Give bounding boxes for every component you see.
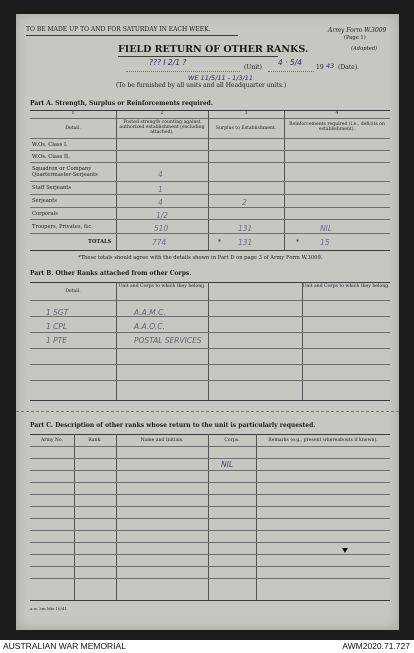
part-c-head-army-no: Army No. <box>40 438 64 443</box>
row-label-wo-class-2: W.Os. Class II. <box>32 154 70 160</box>
part-b-detail-1: 1 SGT <box>46 308 69 317</box>
part-c-row-rule <box>30 482 390 483</box>
part-b-head-detail: Detail. <box>65 289 81 294</box>
row-rule <box>30 194 390 195</box>
part-c-bottom-rule <box>30 600 390 601</box>
part-b-row-rule <box>30 332 390 333</box>
row-label-cqms: Squadron or Company Quartermaster-Serjeants <box>32 166 98 178</box>
totals-label: TOTALS <box>88 239 112 245</box>
date-year-handwritten: 43 <box>326 62 335 70</box>
part-a-head-reinforcements: Reinforcements required (i.e., deficits on establishment). <box>289 122 385 133</box>
part-b-row-rule <box>30 348 390 349</box>
part-a-head-posted: Posted strength counting against authorized establishment (excluding attached). <box>119 120 205 136</box>
part-c-row-rule <box>30 566 390 567</box>
privates-reinforcement-value: NIL <box>320 224 333 233</box>
part-c-row-rule <box>30 530 390 531</box>
serjeants-posted-value: 4 <box>158 198 163 207</box>
part-b-vline-1 <box>116 282 117 400</box>
form-status: (Adopted) <box>351 46 378 52</box>
part-c-header-rule <box>30 446 390 447</box>
form-print-code: a.w. 3m Mis 10/41 <box>30 606 67 611</box>
part-a-colnum-3: 3 <box>244 111 248 116</box>
row-label-privates: Troopers, Privates, &c. <box>32 224 93 230</box>
unit-dotted-line <box>126 71 240 72</box>
part-c-head-rank: Rank. <box>88 438 102 443</box>
archive-footer <box>0 640 414 653</box>
row-rule <box>30 207 390 208</box>
part-c-head-name: Name and Initials. <box>140 438 184 443</box>
form-sheet <box>16 14 399 630</box>
row-label-corporals: Corporals <box>32 211 58 217</box>
top-note-underline <box>26 35 238 36</box>
part-a-colnum-1: 1 <box>71 111 75 116</box>
part-b-vline-2 <box>208 282 209 400</box>
row-rule <box>30 150 390 151</box>
part-a-note: *These totals should agree with the details shown in Part D on page 3 of Army Form W.3009. <box>78 255 323 261</box>
privates-posted-value: 510 <box>154 224 169 233</box>
part-c-row-rule <box>30 542 390 543</box>
part-b-row-rule <box>30 364 390 365</box>
perforation-line <box>16 411 399 412</box>
footer-institution: AUSTRALIAN WAR MEMORIAL <box>3 641 126 651</box>
part-b-title: Part B. Other Ranks attached from other Corps. <box>30 270 192 277</box>
part-b-row-rule <box>30 380 390 381</box>
instruction-text: (To be furnished by all units and all Headquarter units.) <box>116 82 287 89</box>
part-a-head-detail: Detail. <box>65 126 81 131</box>
row-rule <box>30 162 390 163</box>
date-entry-handwritten: 4 · 5/4 <box>278 58 302 67</box>
part-c-head-corps: Corps. <box>224 438 240 443</box>
date-dotted-line <box>268 71 314 72</box>
part-c-corps-value: NIL <box>221 460 234 469</box>
total-reinforcement-marker: * <box>296 239 299 246</box>
part-b-top-rule <box>30 282 390 283</box>
part-c-row-rule <box>30 554 390 555</box>
unit-subline-handwritten: WE 11/5/11 - 1/3/11 <box>188 74 254 82</box>
part-b-row-rule <box>30 316 390 317</box>
footer-accession-number: AWM2020.71.727 <box>342 641 410 651</box>
part-c-row-rule <box>30 494 390 495</box>
total-surplus-marker: * <box>218 239 221 246</box>
part-c-row-rule <box>30 578 390 579</box>
form-title: FIELD RETURN OF OTHER RANKS. <box>118 44 309 55</box>
form-page: (Page 1) <box>344 35 366 41</box>
row-label-staff-serjeants: Staff Serjeants <box>32 185 72 191</box>
part-a-colnum-rule <box>30 118 390 119</box>
total-reinforcement-value: 15 <box>320 238 330 247</box>
part-b-header-rule <box>30 300 390 301</box>
row-rule <box>30 181 390 182</box>
part-b-unit-2: A.A.O.C. <box>134 322 165 331</box>
row-rule <box>30 233 390 234</box>
form-code: Army Form W.3009 <box>328 27 387 34</box>
part-b-vline-3 <box>302 282 303 400</box>
unit-entry-handwritten: ??? I 2/1 ? <box>149 58 187 67</box>
part-c-row-rule <box>30 518 390 519</box>
ink-mark <box>342 548 348 553</box>
total-surplus-value: 131 <box>238 238 253 247</box>
part-b-head-unit-1: Unit and Corps to which they belong. <box>118 284 206 289</box>
serjeants-surplus-value: 2 <box>242 198 247 207</box>
corporals-posted-value: 1/2 <box>156 211 169 220</box>
staff-serjeants-posted-value: 1 <box>158 185 163 194</box>
part-c-title: Part C. Description of other ranks whose return to the unit is particularly requested. <box>30 422 316 429</box>
date-label: (Date). <box>338 64 359 71</box>
part-c-row-rule <box>30 470 390 471</box>
part-a-header-rule <box>30 138 390 139</box>
part-c-row-rule <box>30 506 390 507</box>
part-b-head-unit-2: Unit and Corps to which they belong. <box>302 284 390 289</box>
date-year-prefix: 19 <box>316 64 324 71</box>
part-b-bottom-rule <box>30 400 390 401</box>
part-b-detail-3: 1 PTE <box>46 336 67 345</box>
row-label-wo-class-1: W.Os. Class I. <box>32 142 68 148</box>
part-c-top-rule <box>30 434 390 435</box>
part-c-row-rule <box>30 458 390 459</box>
title-underline <box>118 56 278 57</box>
privates-surplus-value: 131 <box>238 224 253 233</box>
part-a-head-surplus: Surplus to Establishment. <box>215 126 277 131</box>
part-b-unit-1: A.A.M.C. <box>134 308 166 317</box>
part-c-head-remarks: Remarks (e.g., present whereabouts if known). <box>268 438 378 443</box>
top-note: TO BE MADE UP TO AND FOR SATURDAY IN EACH WEEK. <box>26 26 211 33</box>
row-label-serjeants: Serjeants <box>32 198 57 204</box>
row-rule <box>30 219 390 220</box>
part-b-unit-3: POSTAL SERVICES <box>134 336 202 345</box>
part-a-colnum-4: 4 <box>335 111 339 116</box>
part-b-detail-2: 1 CPL <box>46 322 68 331</box>
part-a-bottom-rule <box>30 250 390 251</box>
part-a-title: Part A. Strength, Surplus or Reinforcements required. <box>30 100 213 107</box>
total-posted-value: 774 <box>152 238 167 247</box>
unit-label: (Unit) <box>244 64 262 71</box>
cqms-posted-value: 4 <box>158 170 163 179</box>
part-a-colnum-2: 2 <box>160 111 164 116</box>
